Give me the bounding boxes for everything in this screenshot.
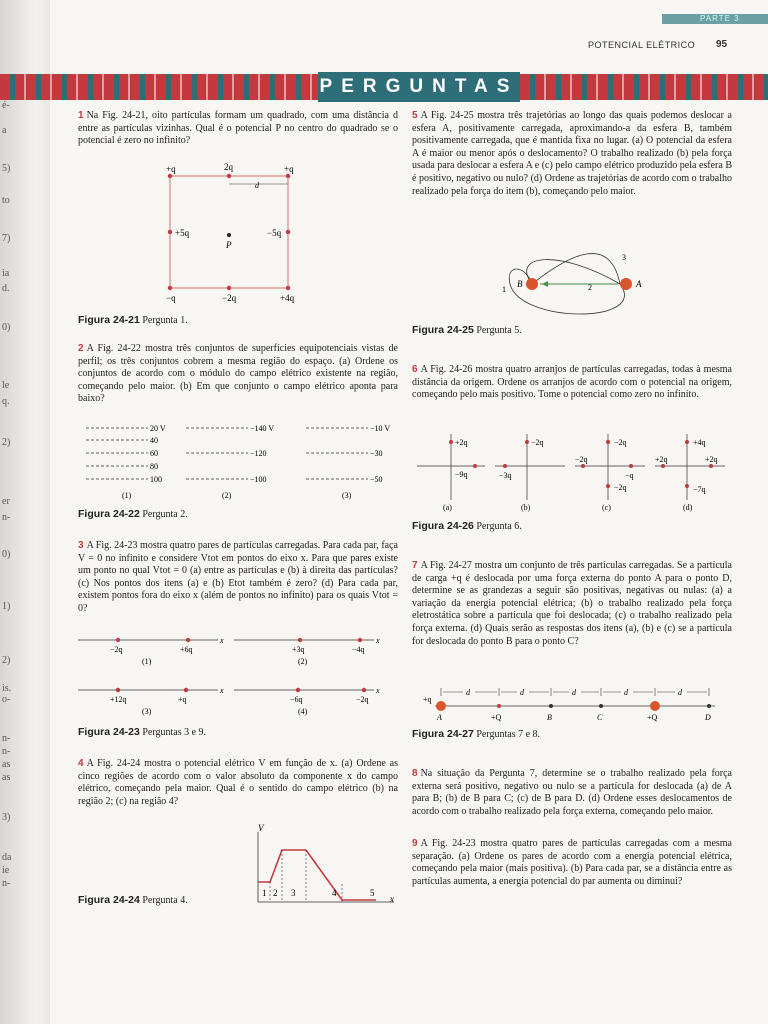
charge-label: −2q <box>614 438 627 447</box>
margin-fragment: 0) <box>2 322 11 333</box>
margin-fragment: 2) <box>2 437 11 448</box>
charge-label: −3q <box>499 471 512 480</box>
charge-label: +2q <box>655 455 668 464</box>
figure-24-22 <box>80 420 400 506</box>
running-header: POTENCIAL ELÉTRICO <box>588 40 696 50</box>
charge-label: −4q <box>352 645 365 654</box>
margin-fragment: as <box>2 759 11 770</box>
distance-label: d <box>678 688 682 697</box>
margin-fragment: n- <box>2 746 11 757</box>
potential-label: −10 V <box>370 424 391 433</box>
question-1 <box>78 110 398 148</box>
path-label: 1 <box>502 285 506 294</box>
region-label: 4 <box>332 888 337 898</box>
charge-label: 2q <box>224 162 233 172</box>
question-5: 5 A Fig. 24-25 mostra três trajetórias ao longo das quais podemos deslocar a esfera A, positivamente carregada, aproximando-a da esfera B, também positivamente carregada, que é mantida fixa no lugar. (a) O potencial da esfera A é maior ou menor após o deslocamento? O trabalho realizado (b) pela força usada para deslocar a esfera A e (c) pelo campo elétrico produzido pela esfera B é positivo, negativo ou nulo? (d) Ordene as trajetórias de acordo com o trabalho realizado pela força do item (b), começando pelo maior. <box>412 110 732 197</box>
charge-label: +q <box>166 164 176 174</box>
margin-fragment: ia <box>2 268 10 279</box>
part-tab-label: PARTE 3 <box>700 14 740 23</box>
region-label: 5 <box>370 888 375 898</box>
point-label: +Q <box>491 713 502 722</box>
pair-label: (2) <box>298 657 308 666</box>
potential-label: 100 <box>150 475 162 484</box>
charge-label: −2q <box>531 438 544 447</box>
question-9: 9 A Fig. 24-23 mostra quatro pares de partículas carregadas com a mesma separação. (a) Ordene os pares de acordo com a energia potencial elétrica, começando pela maior (mais positiva). (b) Para cada par, se a distância entre as partículas aumenta, a energia potencial do par aumenta ou diminui? <box>412 838 732 887</box>
potential-label: 80 <box>150 462 158 471</box>
charge-label: +q <box>178 695 187 704</box>
distance-label: d <box>624 688 628 697</box>
potential-label: −30 <box>370 449 383 458</box>
figure-caption: Figura 24-24 Pergunta 4. <box>78 894 188 906</box>
question-4: 4 A Fig. 24-24 mostra o potencial elétrico V em função de x. (a) Ordene as cinco regiões de acordo com o valor absoluto da componente x do campo elétrico, começando pela maior. Qual é o sentido do campo elétrico (b) na região 2; (c) na região 4? <box>78 758 398 807</box>
margin-fragment: er <box>2 496 10 507</box>
figure-caption: Figura 24-21 Pergunta 1. <box>78 314 188 326</box>
section-title: PERGUNTAS <box>318 72 520 102</box>
margin-fragment: o- <box>2 694 11 705</box>
charge-label: −9q <box>455 470 468 479</box>
region-label: 2 <box>273 888 278 898</box>
axis-label: x <box>390 894 394 904</box>
point-label: P <box>226 240 232 250</box>
charge-label: +q <box>284 164 294 174</box>
figure-caption: Figura 24-22 Pergunta 2. <box>78 508 188 520</box>
charge-label: +2q <box>705 455 718 464</box>
particle <box>186 638 190 642</box>
particle <box>362 688 366 692</box>
distance-label: d <box>520 688 524 697</box>
charge-label: +5q <box>175 228 190 238</box>
particle <box>296 688 300 692</box>
pair-label: (4) <box>298 707 308 716</box>
arrangement-c <box>575 434 645 512</box>
particle <box>116 688 120 692</box>
charge-label: −2q <box>614 483 627 492</box>
charge-label: +3q <box>292 645 305 654</box>
figure-caption: Figura 24-23 Perguntas 3 e 9. <box>78 726 207 738</box>
margin-fragment: d. <box>2 283 10 294</box>
question-6: 6 A Fig. 24-26 mostra quatro arranjos de partículas carregadas, todas à mesma distância da origem. Ordene os arranjos de acordo com o potencial na origem, começando pelo mais positivo. Tome o potencial como zero no infinito. <box>412 364 732 401</box>
point-label: A <box>437 713 442 722</box>
margin-fragment: é- <box>2 100 10 111</box>
margin-fragment: 3) <box>2 812 11 823</box>
charge-label: +2q <box>455 438 468 447</box>
point-label: D <box>705 713 711 722</box>
figure-24-25 <box>500 244 660 320</box>
figure-24-26 <box>415 430 735 518</box>
axis-label: x <box>376 686 380 695</box>
margin-fragment: a <box>2 125 7 136</box>
particle <box>358 638 362 642</box>
particle <box>184 688 188 692</box>
potential-label: 60 <box>150 449 158 458</box>
figure-caption: Figura 24-25 Pergunta 5. <box>412 324 522 336</box>
charge-label: +6q <box>180 645 193 654</box>
margin-fragment: 7) <box>2 233 11 244</box>
region-label: 3 <box>291 888 296 898</box>
margin-fragment: n- <box>2 733 11 744</box>
particle <box>298 638 302 642</box>
charge-label: −2q <box>356 695 369 704</box>
point-label: +Q <box>647 713 658 722</box>
path-label: 2 <box>588 283 592 292</box>
page-number: 95 <box>716 39 728 50</box>
question-text: Na Fig. 24-21, oito partículas formam um quadrado, com uma distância d entre as partículas vizinhas. Qual é o potencial P no centro do quadrado se o potencial é zero no infinito? <box>78 110 398 147</box>
charge-label: −7q <box>693 485 706 494</box>
charge-label: −2q <box>575 455 588 464</box>
potential-label: −100 <box>250 475 267 484</box>
distance-label: d <box>466 688 470 697</box>
path-label: 3 <box>622 253 626 262</box>
margin-fragment: 0) <box>2 549 11 560</box>
figure-24-24 <box>248 824 400 910</box>
question-8: 8 Na situação da Pergunta 7, determine se o trabalho realizado pela força externa será positivo, negativo ou nulo se a partícula for deslocada (a) de A para B; (b) de B para C; (c) de B para D. (d) Ordene esses deslocamentos de acordo com o trabalho realizado pela força externa, começando pelo maior. <box>412 768 732 817</box>
charge-label: −2q <box>110 645 123 654</box>
sphere-label: B <box>517 279 523 289</box>
charge-label: −2q <box>222 293 237 303</box>
charge-label: +q <box>423 695 432 704</box>
axis-label: V <box>258 824 264 833</box>
particle <box>116 638 120 642</box>
margin-fragment: 1) <box>2 601 11 612</box>
charge-label: +12q <box>110 695 127 704</box>
margin-fragment: da <box>2 852 12 863</box>
set-label: (1) <box>122 491 132 500</box>
charge-label: −q <box>625 471 634 480</box>
margin-fragment: le <box>2 380 10 391</box>
sphere-label: A <box>636 279 642 289</box>
arrangement-a <box>417 434 485 512</box>
arrangement-b <box>495 434 565 512</box>
question-3: 3 A Fig. 24-23 mostra quatro pares de partículas carregadas. Para cada par, faça V = 0 no infinito e considere Vtot em pontos do eixo x. Para que pares existe um ponto no qual Vtot = 0 (a) entre as partículas e (b) à direita das partículas? (c) Nos pontos dos itens (a) e (b) Etot também é zero? (d) Para cada par, existem pontos fora do eixo x (além de pontos no infinito) para os quais Vtot = 0? <box>78 540 398 614</box>
pair-label: (3) <box>142 707 152 716</box>
potential-label: −50 <box>370 475 383 484</box>
figure-24-23 <box>78 630 398 722</box>
margin-fragment: ie <box>2 865 10 876</box>
potential-label: 40 <box>150 436 158 445</box>
potential-label: −140 V <box>250 424 275 433</box>
arrangement-label: (a) <box>443 503 452 512</box>
charge-label: −q <box>166 293 176 303</box>
figure-caption: Figura 24-26 Pergunta 6. <box>412 520 522 532</box>
figure-caption: Figura 24-27 Perguntas 7 e 8. <box>412 728 541 740</box>
arrangement-label: (d) <box>683 503 693 512</box>
margin-fragment: as <box>2 772 11 783</box>
margin-fragment: is. <box>2 683 12 694</box>
set-label: (3) <box>342 491 352 500</box>
question-number: 1 <box>78 110 84 121</box>
margin-fragment: to <box>2 195 10 206</box>
potential-label: −120 <box>250 449 267 458</box>
point-label: C <box>597 713 603 722</box>
arrangement-label: (b) <box>521 503 531 512</box>
margin-fragment: 2) <box>2 655 11 666</box>
axis-label: x <box>220 636 224 645</box>
margin-fragment: 5) <box>2 163 11 174</box>
charge-label: −6q <box>290 695 303 704</box>
figure-24-21 <box>150 158 310 308</box>
question-7: 7 A Fig. 24-27 mostra um conjunto de três partículas carregadas. Se a partícula de carga +q é deslocada por uma força externa do ponto A para o ponto D, determine se as grandezas a seguir são positivas, negativas ou nulas: (a) a variação da energia potencial elétrica; (b) o trabalho realizado pela força eletrostática sobre a partícula que foi deslocada; (c) o trabalho realizado pela força externa. (d) Quais serão as respostas dos itens (a), (b) e (c) se a partícula for deslocada do ponto B para o ponto C? <box>412 560 732 647</box>
point-label: B <box>547 713 552 722</box>
figure-24-27 <box>415 684 725 724</box>
axis-label: x <box>220 686 224 695</box>
distance-label: d <box>255 181 259 190</box>
set-label: (2) <box>222 491 232 500</box>
charge-label: +4q <box>280 293 295 303</box>
charge-label: +4q <box>693 438 706 447</box>
pair-label: (1) <box>142 657 152 666</box>
distance-label: d <box>572 688 576 697</box>
margin-fragment: q. <box>2 396 10 407</box>
charge-label: −5q <box>267 228 282 238</box>
margin-fragment: n- <box>2 878 11 889</box>
potential-label: 20 V <box>150 424 166 433</box>
arrangement-d <box>655 434 725 512</box>
question-2: 2 A Fig. 24-22 mostra três conjuntos de superfícies equipotenciais vistas de perfil; os três conjuntos cobrem a mesma região do espaço. (a) Ordene os conjuntos de acordo com o módulo do campo elétrico existente na região, começando pelo maior. (b) Em que conjunto o campo elétrico aponta para baixo? <box>78 343 398 405</box>
region-label: 1 <box>262 888 267 898</box>
axis-label: x <box>376 636 380 645</box>
arrangement-label: (c) <box>602 503 611 512</box>
margin-fragment: n- <box>2 512 11 523</box>
